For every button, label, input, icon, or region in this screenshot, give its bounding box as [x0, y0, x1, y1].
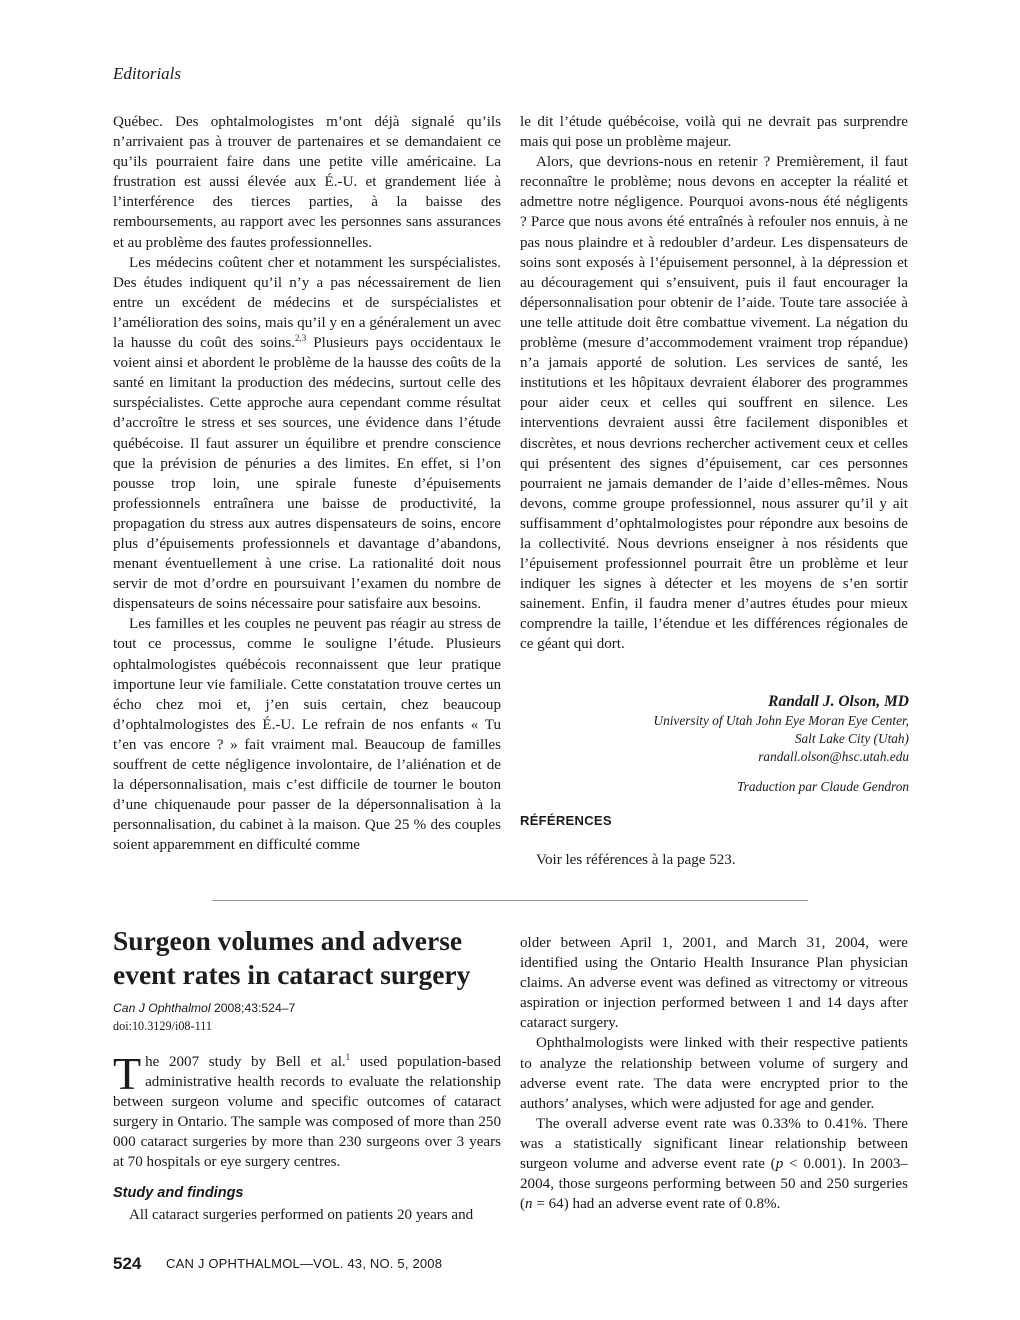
page-number: 524: [113, 1254, 142, 1273]
paragraph: Les familles et les couples ne peuvent pas réagir au stress de tout ce processus, comme le souligne l’étude. Plusieurs ophtalmologistes québécois reconnaissent que leur pratique importune leur vie familiale. Cette constatation trouve certes un écho chez moi et, j’en suis certain, chez beaucoup d’ophtalmologistes des É.-U. Le refrain de nos enfants « Tu t’en vas encore ? » fait vraiment mal. Beaucoup de familles souffrent de cette négligence involontaire, de l’aliénation et de la dépersonnalisation, mais c’est difficile de tourner le bouton d’une chiquenaude pour passer de la dépersonnalisation à la personnalisation, du cabinet à la maison. Que 25 % des couples soient apparemment en difficulté comme: [113, 616, 501, 854]
paragraph: Ophthalmologists were linked with their respective patients to analyze the relationship between volume of surgery and adverse event rate. The data were encrypted prior to the authors’ analyses, which were adjusted for age and gender.: [520, 1035, 908, 1112]
editorial-column-left: [113, 112, 501, 855]
author-signature: [520, 692, 909, 796]
paragraph: [113, 253, 501, 615]
author-email: randall.olson@hsc.utah.edu: [758, 749, 909, 764]
translator-credit: Traduction par Claude Gendron: [736, 779, 909, 794]
editorial-column-right: [520, 112, 908, 655]
paragraph-text: Plusieurs pays occidentaux le voient ainsi et abordent le problème de la hausse des coûts de la santé en limitant la production des médecins, surtout celle des surspécialistes. Cette approche aura cependant comme résultat d’accroître le stress et ses sources, une évidence dans l’étude québécoise. Il faut assurer un équilibre et prendre conscience que la prévision de pénuries a des limites. En effet, si l’on pousse trop loin, une spirale funeste d’épuisements professionnels entraînera une baisse de productivité, la propagation du stress aux autres dispensateurs de soins, encore plus d’épuisements professionnels et davantage d’abandons, menant éventuellement à une crise. La rationalité doit nous servir de mot d’ordre en poursuivant l’examen du nombre de dispensateurs de soins nécessaire pour satisfaire aux besoins.: [113, 335, 501, 613]
paragraph: Québec. Des ophtalmologistes m’ont déjà signalé qu’ils n’arrivaient pas à trouver de partenaires et se demandaient ce qu’ils pourraient faire dans une petite ville américaine. La frustration est aussi élevée aux É.-U. et grandement liée à l’interférence des tierces parties, à la baisse des remboursements, au rapport avec les personnes sans assurances et au problème des fautes professionnelles.: [113, 114, 501, 251]
paragraph: All cataract surgeries performed on patients 20 years and: [129, 1206, 474, 1223]
author-degree: MD: [884, 693, 909, 710]
variable-p: p: [775, 1156, 784, 1173]
article-doi: doi:10.3129/i08-111: [113, 1019, 212, 1033]
subheading: Study and findings: [113, 1184, 244, 1201]
author-name: Randall J. Olson, MD: [768, 693, 909, 710]
citation-details: 2008;43:524–7: [210, 1001, 296, 1015]
author-affiliation: University of Utah John Eye Moran Eye Center,: [653, 713, 909, 728]
references-heading: RÉFÉRENCES: [520, 813, 612, 828]
paragraph: Alors, que devrions-nous en retenir ? Premièrement, il faut reconnaître le problème; nous devons en accepter la réalité et admettre notre négligence. Pourquoi avons-nous été négligents ? Parce que nous avons été entraînés à refouler nos ennuis, à ne pas nous plaindre et à redoubler d’ardeur. Les dispensateurs de soins sont exposés à l’épuisement personnel, à la dépression et au découragement qui s’ensuivent, puis il faut encourager la dépersonnalisation pour obtenir de l’aide. Toute tare associée à une telle attitude doit être combattue vivement. La négation du problème (mesure d’accommodement vraiment trop répandue) n’a jamais apporté de solution. Les services de santé, les institutions et les hôpitaux devraient élaborer des programmes pour aider ceux et celles qui souffrent en silence. Les interventions devraient aussi être facilement disponibles et discrètes, et nous devrions rechercher activement ceux et celles qui présentent des signes d’épuisement, car ces personnes pourraient ne jamais demander de l’aide d’elles-mêmes. Nous devons, comme groupe professionnel, nous assurer qu’il y ait suffisamment d’ophtalmologistes pour répondre aux besoins de la collectivité. Nous devrions enseigner à nos résidents que l’épuisement professionnel pourrait être un problème et leur indiquer les signes à détecter et les moyens de s’en sortir sainement. Enfin, il faudra mener d’autres études pour mieux comprendre la taille, l’étendue et les différences régionales de ce géant qui dort.: [520, 154, 908, 653]
article-column-right: [520, 933, 908, 1214]
article-title: Surgeon volumes and adverse event rates in cataract surgery: [113, 925, 471, 990]
paragraph: le dit l’étude québécoise, voilà qui ne devrait pas surprendre mais qui pose un problème majeur.: [520, 114, 908, 151]
variable-n: n: [525, 1196, 533, 1213]
reference-superscript: 1: [345, 1051, 351, 1062]
section-divider: [212, 900, 808, 901]
reference-superscript: 2,3: [295, 333, 307, 343]
paragraph: The 2007 study by Bell et al.$^1$ used population-based administrative health records to evaluate the relationship between surgeon volume and specific outcomes of cataract surgery in Ontario. The sample was composed of more than 250 000 cataract surgeries by more than 230 surgeons over 3 years at 70 hospitals or eye surgery centres.: [113, 1048, 501, 1171]
citation-journal: Can J Ophthalmol: [113, 1001, 211, 1015]
article-column-left: [113, 1048, 501, 1225]
paragraph-text: Les médecins coûtent cher et notamment les surspécialistes. Des études indiquent qu’il n’y a pas nécessairement de lien entre un excédent de médecins et de surspécialistes et l’amélioration des soins, mais qu’il y en a généralement un avec la hausse du coût des soins.: [113, 254, 501, 352]
paragraph: The overall adverse event rate was 0.33% to 0.41%. There was a statistically significant linear relationship between surgeon volume and adverse event rate (p < 0.001). In 2003–2004, those surgeons performing between 50 and 250 surgeries (n = 64) had an adverse event rate of 0.8%.: [520, 1115, 908, 1213]
section-label: Editorials: [113, 64, 182, 83]
author-location: Salt Lake City (Utah): [794, 731, 909, 746]
references-note: Voir les références à la page 523.: [536, 852, 736, 868]
article-citation: [113, 1001, 295, 1015]
drop-cap: T: [113, 1048, 142, 1099]
paragraph: older between April 1, 2001, and March 31, 2004, were identified using the Ontario Health Insurance Plan physician claims. An adverse event was defined as vitrectomy or vitreous aspiration or injection performed between 1 and 14 days after cataract surgery.: [520, 935, 908, 1032]
journal-footer: CAN J OPHTHALMOL—VOL. 43, NO. 5, 2008: [166, 1256, 443, 1271]
